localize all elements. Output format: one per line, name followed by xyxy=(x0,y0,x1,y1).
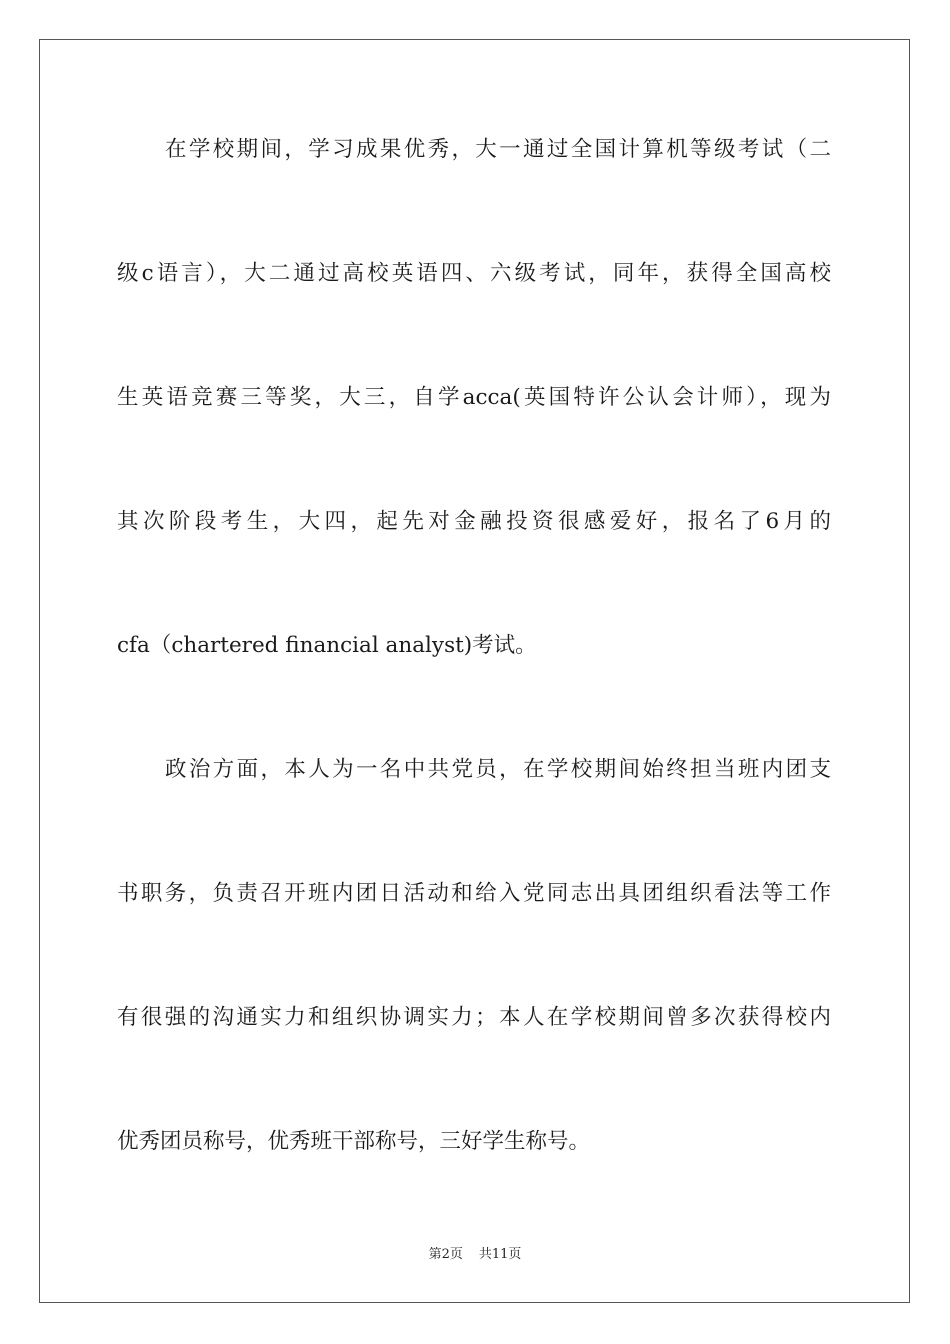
current-page-number: 第2页 xyxy=(428,1247,463,1262)
paragraph-1-line-3: 生英语竞赛三等奖，大三，自学acca(英国特许公认会计师），现为 xyxy=(117,385,831,410)
page-border xyxy=(39,39,910,1303)
paragraph-2-line-3: 有很强的沟通实力和组织协调实力；本人在学校期间曾多次获得校内 xyxy=(117,1005,831,1030)
total-page-count: 共11页 xyxy=(478,1247,522,1262)
paragraph-1-line-5: cfa（chartered financial analyst)考试。 xyxy=(117,633,537,658)
paragraph-2-line-4: 优秀团员称号，优秀班干部称号，三好学生称号。 xyxy=(117,1129,591,1154)
paragraph-2-line-2: 书职务，负责召开班内团日活动和给入党同志出具团组织看法等工作 xyxy=(117,881,831,906)
paragraph-2-line-1: 政治方面，本人为一名中共党员，在学校期间始终担当班内团支 xyxy=(165,757,831,782)
paragraph-1-line-4: 其次阶段考生，大四，起先对金融投资很感爱好，报名了6月的 xyxy=(117,509,831,534)
paragraph-1-line-2: 级c语言），大二通过高校英语四、六级考试，同年，获得全国高校 xyxy=(117,261,831,286)
paragraph-1-line-1: 在学校期间，学习成果优秀，大一通过全国计算机等级考试（二 xyxy=(165,137,831,162)
page-footer xyxy=(0,1246,950,1264)
